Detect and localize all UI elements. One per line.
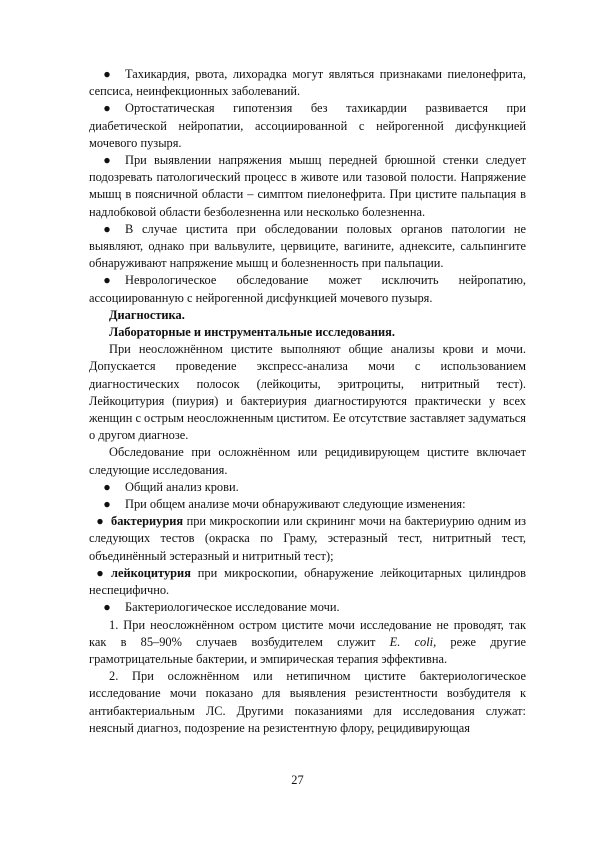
bullet-item: ● Тахикардия, рвота, лихорадка могут являться признаками пиелонефрита, сепсиса, неинфекционных заболеваний.	[89, 67, 526, 99]
bullet-item: ● Общий анализ крови.	[89, 479, 526, 496]
bullet-item: ● При выявлении напряжения мышц передней брюшной стенки следует подозревать патологический процесс в животе или тазовой полости. Напряжение мышц в поясничной области – симптом пиелонефрита. При цистите пальпация в надлобковой области безболезненна или несколько болезненна.	[89, 153, 526, 219]
bullet-icon: ●	[103, 101, 111, 116]
bullet-item: ● Бактериологическое исследование мочи.	[89, 599, 526, 616]
bullet-icon: ●	[103, 221, 111, 236]
term-bacteriuria: бактериурия	[111, 514, 184, 529]
bullet-item: ● В случае цистита при обследовании половых органов патологии не выявляют, однако при вальвулите, цервиците, вагините, аднексите, сальпингите обнаруживают напряжение мышц и болезненность при пальпации.	[89, 221, 526, 271]
bullet-item: ● При общем анализе мочи обнаруживают следующие изменения:	[89, 496, 526, 513]
bullet-icon: ●	[103, 153, 111, 168]
paragraph: При неосложнённом цистите выполняют общие анализы крови и мочи. Допускается проведение экспресс-анализа мочи с использованием диагностических полосок (лейкоциты, эритроциты, нитритный тест). Лейкоцитурия (пиурия) и бактериурия диагностируются практически у всех женщин с острым неосложненным циститом. Ее отсутствие заставляет задуматься о другом диагнозе.	[89, 342, 526, 443]
bullet-icon: ●	[103, 600, 111, 615]
bullet-item: ● Неврологическое обследование может исключить нейропатию, ассоциированную с нейрогенной дисфункцией мочевого пузыря.	[89, 273, 526, 305]
section-heading: Диагностика.	[109, 307, 185, 322]
term-leukocyturia: лейкоцитурия	[111, 565, 191, 580]
organism-name: E. coli	[389, 634, 434, 649]
bullet-icon: ●	[103, 479, 111, 494]
paragraph: Обследование при осложнённом или рецидивирующем цистите включает следующие исследования.	[89, 445, 526, 477]
bullet-icon: ●	[103, 497, 111, 512]
numbered-paragraph: 1. При неосложнённом остром цистите мочи исследование не проводят, так как в 85–90% случаев возбудителем служит E. coli, реже другие грамотрицательные бактерии, и эмпирическая терапия эффективна.	[89, 617, 526, 666]
bullet-icon: ●	[103, 273, 111, 288]
bullet-item: ● бактериурия при микроскопии или скрининг мочи на бактериурию одним из следующих тестов (окраска по Граму, эстеразный тест, нитритный тест, объединённый эстеразный и нитритный тест);	[89, 514, 526, 563]
page-number: 27	[291, 773, 304, 787]
bullet-item: ● лейкоцитурия при микроскопии, обнаружение лейкоцитарных цилиндров неспецифично.	[89, 565, 526, 598]
bullet-icon: ●	[96, 514, 104, 529]
bullet-icon: ●	[96, 565, 104, 580]
subsection-heading: Лабораторные и инструментальные исследования.	[109, 325, 395, 340]
bullet-item: ● Ортостатическая гипотензия без тахикардии развивается при диабетической нейропатии, ассоциированной с нейрогенной дисфункцией мочевого пузыря.	[89, 101, 526, 150]
document-body	[89, 66, 526, 737]
numbered-paragraph: 2. При осложнённом или нетипичном цистите бактериологическое исследование мочи показано для выявления резистентности возбудителя к антибактериальным ЛС. Другими показаниями для исследования служат: неясный диагноз, подозрение на резистентную флору, рецидивирующая	[89, 669, 526, 735]
bullet-icon: ●	[103, 67, 111, 81]
